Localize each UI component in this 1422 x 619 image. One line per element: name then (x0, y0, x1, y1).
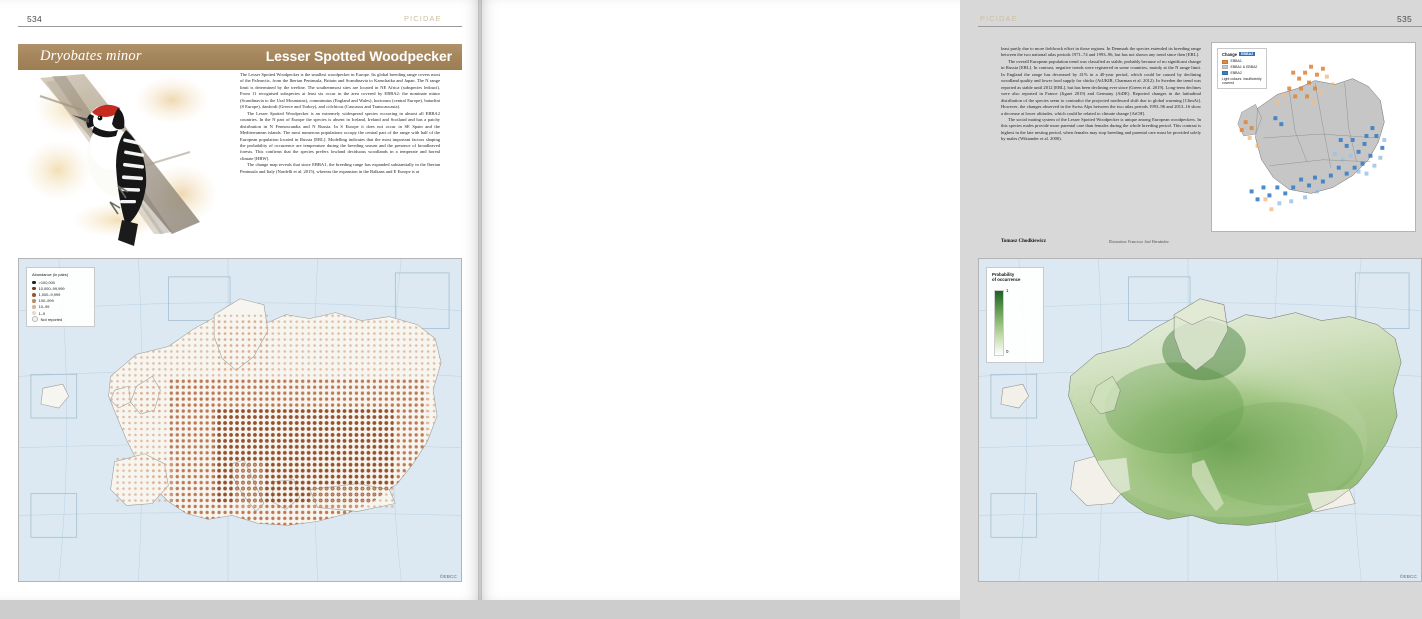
right-page (480, 0, 1417, 600)
legend-swatch (32, 281, 36, 285)
probability-legend-title-line2: of occurrence (992, 277, 1021, 283)
legend-label: 10,000–99,999 (38, 286, 65, 292)
legend-label: Not reported (40, 316, 63, 322)
abundance-map-copyright: ©EBCC (439, 574, 457, 579)
probability-legend-title-line1: Probability (992, 272, 1015, 277)
probability-color-scale (994, 290, 1004, 356)
legend-swatch (32, 287, 36, 291)
legend-swatch (1222, 71, 1228, 75)
legend-swatch (1222, 60, 1228, 64)
byline (1001, 239, 1206, 244)
paragraph: least partly due to more fieldwork effort in those regions. In Denmark the species extended its breeding range between the two national atlas periods 1971–74 and 1993–96, but has not shown any trend since then [ERL]. (1001, 46, 1201, 58)
illustration-credit: Illustration: Francisco José Hernández (1109, 240, 1169, 244)
body-text-left-column (240, 72, 440, 175)
paragraph: The Lesser Spotted Woodpecker is an extremely widespread species occurring in almost all EBBA2 countries. In the N part of Europe the species is absent in Iceland, Ireland and Scotland and has a patchy distribution in N Fennoscandia and N Russia. In S Europe it does not occur in SE Spain and the Mediterranean islands. The most numerous populations occupy the central part of the range with half of the European population located in Russia [ERL]. Modelling indicates that the most important factors shaping the probability of occurrence are temperature during the breeding season and the presence of broadleaved forests. This confirms that the species prefers lowland deciduous woodlands in a temperate and boreal climate [HBW]. (240, 110, 440, 161)
probability-legend (986, 267, 1044, 363)
paragraph: The Lesser Spotted Woodpecker is the smallest woodpecker in Europe. Its global breeding range covers most of the Palearctic, from the Iberian Peninsula, Britain and Scandinavia to Kamchatka and Japan. The N range limit is determined by the treeline. The southernmost sites are located in NE Africa (subspecies ledouci). From 11 recognised subspecies at least six occur in the area covered by EBBA2: the nominate minor (Scandinavia to the Ural Mountains), comminutus (England and Wales), hortorum (central Europe), buturlini (S Europe), danfordi (Greece and Turkey), and colchicus (Caucasus and Transcaucasia). (240, 72, 440, 110)
paragraph: The overall European population trend was classified as stable, probably because of no significant change in Russia [ERL]. In contrast, negative trends were registered in some countries, mainly at the N range limit. In England the range has decreased by 41% in a 40-year period, which could be caused by declining woodland quality and lower food supply for chicks (AtUKIR, Charman et al. 2012). In Sweden the trend was reported as stable until 2012 [ERL], but has been declining ever since (Green et al. 2019). Long-term declines were also reported in France (Jiguet 2019) and Germany (AtDE). Reported changes in the latitudinal distribution of the species seem to contradict the projected northward shift due to global warming [ClimAt]. However, the changes observed in the Swiss Alps between the two atlas periods 1993–96 and 2013–16 show a decrease at lower altitudes, which could be related to climate change [AtCH]. (1001, 58, 1201, 116)
legend-swatch (32, 316, 38, 322)
paragraph: The social mating system of the Lesser Spotted Woodpecker is unique among European woodpeckers. In this species males provide more parental care than females during the whole breeding period. This contrast is highest in the late nesting period, when females may stop breeding and parental care must be provided solely by males (Wiktander et al. 2000). (1001, 116, 1201, 142)
species-banner (18, 44, 462, 70)
abundance-legend-title-main: Abundance (32, 272, 52, 277)
body-text-right-column (1001, 46, 1201, 143)
legend-swatch (32, 299, 36, 303)
change-legend (1217, 48, 1267, 89)
folio-right: 535 (1397, 14, 1413, 24)
change-legend-title (1222, 52, 1263, 57)
probability-map-graphic (979, 259, 1421, 581)
legend-label: 1–9 (38, 310, 46, 316)
change-legend-note: Light colours: insufficiently covered (1222, 76, 1262, 85)
abundance-legend-title (32, 272, 90, 277)
ebba2-badge: EBBA2 (1241, 52, 1254, 56)
legend-label: 10–99 (38, 304, 50, 310)
folio-left: 534 (27, 14, 43, 24)
left-page (0, 0, 480, 600)
legend-label: EBBA1 (1230, 59, 1242, 63)
legend-swatch (32, 293, 36, 297)
legend-swatch (1222, 65, 1228, 69)
running-head-rule-left (18, 26, 462, 27)
legend-swatch (32, 311, 36, 315)
abundance-legend-title-unit: (in pairs) (52, 272, 69, 277)
change-legend-title-text: Change (1222, 52, 1238, 57)
paragraph: The change map reveals that since EBBA1, the breeding range has expanded substantially in the Iberian Peninsula and Italy (Nardelli et al. 2015), whereas the expansion in the Balkans and E Europe is at (240, 162, 440, 174)
legend-label: >100,000 (38, 280, 55, 286)
legend-label: EBBA2 (1230, 70, 1242, 75)
change-legend-item (1222, 71, 1263, 76)
abundance-legend-item (32, 316, 90, 322)
species-illustration (22, 74, 227, 234)
change-legend-item (1222, 65, 1263, 70)
family-header-right: PICIDAE (980, 14, 1018, 23)
change-map[interactable] (1211, 42, 1416, 232)
book-gutter (478, 0, 482, 600)
common-name: Lesser Spotted Woodpecker (265, 48, 452, 64)
change-legend-item (1222, 59, 1263, 64)
probability-legend-title (992, 272, 1039, 282)
probability-map[interactable] (978, 258, 1422, 582)
family-header-left: PICIDAE (404, 14, 442, 23)
probability-map-copyright: ©EBCC (1399, 574, 1417, 579)
scientific-name: Dryobates minor (40, 48, 142, 64)
abundance-map[interactable] (18, 258, 462, 582)
legend-label: EBBA1 & EBBA2 (1230, 64, 1258, 69)
probability-min-label: 0 (1006, 349, 1009, 354)
author-name: Tomasz Chodkiewicz (1001, 239, 1046, 244)
probability-max-label: 1 (1006, 288, 1009, 293)
legend-label: 1,000–9,999 (38, 292, 61, 298)
running-head-rule-right (978, 26, 1422, 27)
legend-swatch (32, 305, 36, 309)
legend-label: 100–999 (38, 298, 54, 304)
page-background-below (0, 600, 960, 619)
abundance-legend (26, 267, 95, 327)
